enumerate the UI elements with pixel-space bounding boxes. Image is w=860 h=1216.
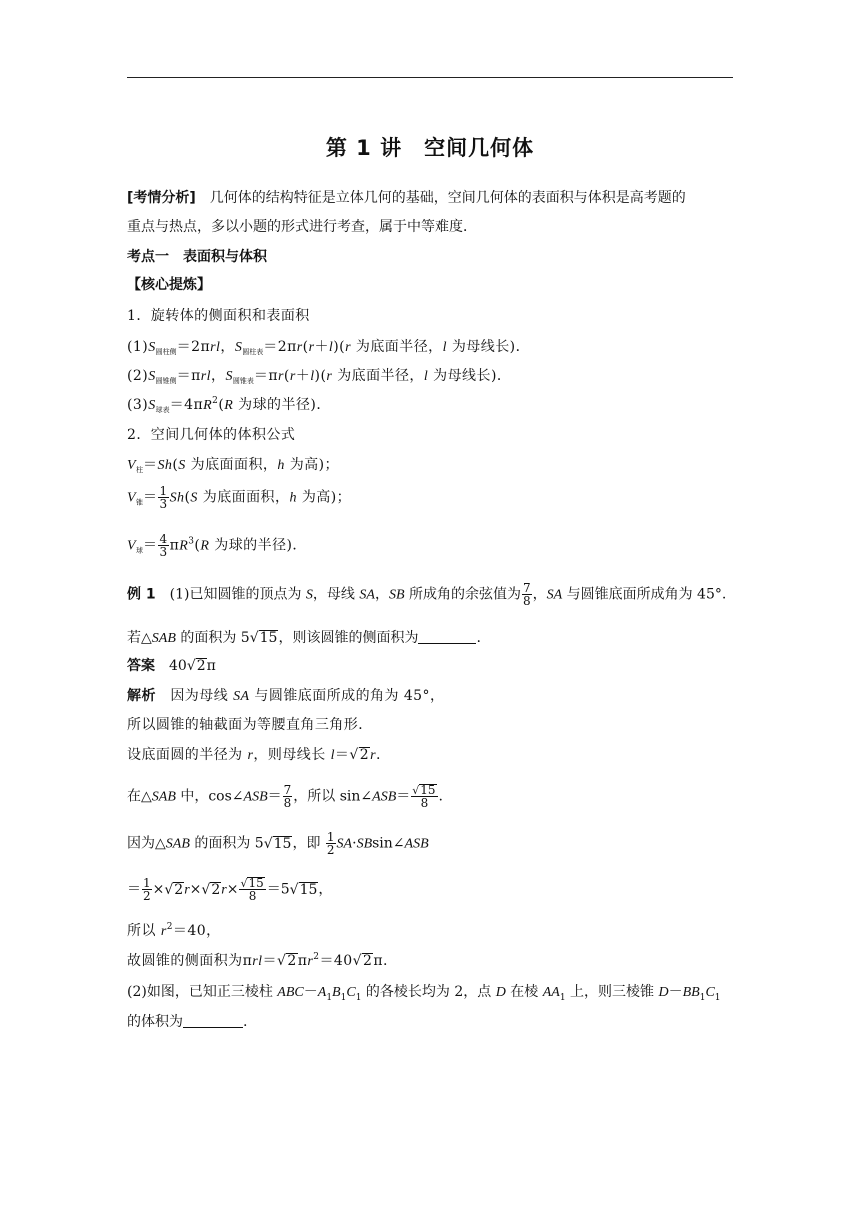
- solution-line-4: 在△SAB 中，cos∠ASB＝ $\frac{7}{8}$ ，所以 sin∠ASB＝ √ 15 8 .: [127, 783, 443, 810]
- analysis-label: [考情分析]: [127, 190, 196, 206]
- solution-line-5: 因为△SAB 的面积为 5 √ 15 ，即 $\frac{1}{2}$ SA·SBsin∠ASB: [127, 830, 429, 857]
- part2-line-1: (2)如图，已知正三棱柱 $ABC-A_1B_1C_1$ 的各棱长均为 2，点 D 在棱 $AA_1$ 上，则三棱锥 $D-BB_1C_1$: [127, 984, 721, 1003]
- solution-line-8: 故圆锥的侧面积为πrl＝ √ 2 $\pi r^2=40$ √ 2 π.: [127, 952, 388, 969]
- example1-line-1: 例 1 (1)已知圆锥的顶点为 S，母线 SA，SB 所成角的余弦值为 $\frac{7}{8}$ ，SA 与圆锥底面所成角为 45°.: [127, 581, 727, 608]
- solution-line-6: ＝ $\frac{1}{2}$ × √ 2 r× √ 2 r× √ 15 8 ＝5 √ 15 ，: [127, 876, 333, 903]
- formula-cylinder: $(1)S_{圆柱侧}=2\pi rl$，$S_{圆柱表}=2\pi r(r+l)(r$ 为底面半径，l 为母线长)．: [127, 339, 531, 356]
- item1-heading: 1．旋转体的侧面积和表面积: [127, 308, 310, 324]
- example1-line-2: 若△SAB 的面积为 5 √ 15 ，则该圆锥的侧面积为 .: [127, 630, 481, 646]
- part2-line-2: 的体积为 .: [127, 1014, 248, 1030]
- analysis-line-2: 重点与热点，多以小题的形式进行考查，属于中等难度．: [127, 219, 477, 235]
- example-label: 例 1: [127, 586, 156, 603]
- solution-line-1: 解析 因为母线 SA 与圆锥底面所成的角为 45°，: [127, 688, 445, 704]
- solution-line-3: 设底面圆的半径为 r，则母线长 l＝ √ 2 r.: [127, 747, 381, 763]
- core-heading: 【核心提炼】: [127, 277, 211, 293]
- formula-sphere-area: $(3)S_{球表}=4\pi R^2(R$ 为球的半径)．: [127, 396, 331, 414]
- analysis-line-1: [考情分析] 几何体的结构特征是立体几何的基础，空间几何体的表面积与体积是高考题的: [127, 190, 686, 206]
- analysis-solution-label: 解析: [127, 688, 156, 704]
- item2-heading: 2．空间几何体的体积公式: [127, 427, 296, 443]
- formula-sphere-volume: $V_球=$ $\frac{4}{3}$ $\pi R^3(R$ 为球的半径)．: [127, 532, 307, 559]
- solution-line-7: 所以 $r^2=40$，: [127, 922, 221, 939]
- page-title: 第 1 讲 空间几何体: [325, 136, 535, 160]
- solution-line-2: 所以圆锥的轴截面为等腰直角三角形．: [127, 717, 373, 733]
- formula-cone: $(2)S_{圆锥侧}=\pi rl$，$S_{圆锥表}=\pi r(r+l)(r$ 为底面半径，l 为母线长)．: [127, 368, 512, 385]
- formula-prism-volume: $V_柱=Sh(S$ 为底面面积，h 为高)；: [127, 457, 339, 474]
- header-rule: [127, 77, 733, 78]
- answer-label: 答案: [127, 658, 155, 674]
- answer-line: 答案 40 √ 2 π: [127, 658, 216, 674]
- section-heading: 考点一 表面积与体积: [127, 249, 267, 265]
- formula-pyramid-volume: $V_锥=$ $\frac{1}{3}$ Sh(S 为底面面积，h 为高)；: [127, 484, 352, 511]
